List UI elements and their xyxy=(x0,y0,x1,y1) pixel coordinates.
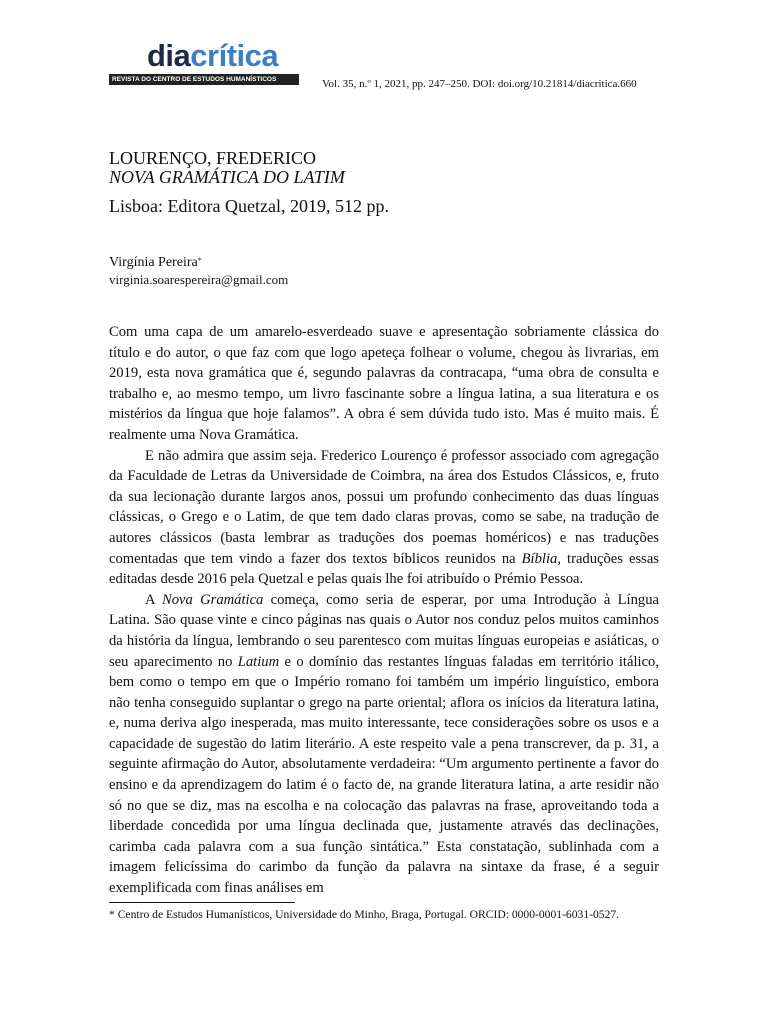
citation-line: Vol. 35, n.º 1, 2021, pp. 247–250. DOI: doi.org/10.21814/diacritica.660 xyxy=(322,78,637,90)
paragraph-1: Com uma capa de um amarelo-esverdeado suave e apresentação sobriamente clássica do título e do autor, o que faz com que logo apeteça folhear o volume, chegou às livrarias, em 2019, esta nova gramática que é, segundo palavras da contracapa, “uma obra de consulta e trabalho e, ao mesmo tempo, um livro fascinante sobre a língua latina, a sua literatura e os mistérios da língua que hoje falamos”. A obra é sem dúvida tudo isto. Mas é muito mais. É realmente uma Nova Gramática. xyxy=(109,324,659,443)
article-body xyxy=(109,322,659,899)
footnote-marker: * xyxy=(197,256,202,265)
book-title: NOVA GRAMÁTICA DO LATIM xyxy=(109,167,345,187)
reviewer-name: Virgínia Pereira* xyxy=(109,255,202,270)
footnote-divider xyxy=(109,902,295,903)
footnote: * Centro de Estudos Humanísticos, Universidade do Minho, Braga, Portugal. ORCID: 0000-0001-6031-0527. xyxy=(109,908,620,921)
review-author: LOURENÇO, FREDERICO xyxy=(109,148,317,168)
publisher-line: Lisboa: Editora Quetzal, 2019, 512 pp. xyxy=(109,196,389,216)
reviewer-email[interactable]: virginia.soarespereira@gmail.com xyxy=(109,272,289,287)
paragraph-3: A Nova Gramática começa, como seria de esperar, por uma Introdução à Língua Latina. São quase vinte e cinco páginas nas quais o Autor nos conduz pelos muitos caminhos da história da língua, lembrando o seu parentesco com muitas línguas europeias e asiáticas, o seu aparecimento no Latium e o domínio das restantes línguas faladas em território itálico, bem como o tempo em que o Império romano foi também um império linguístico, embora não tenha conseguido suplantar o grego na parte oriental; aflora os inícios da literatura latina, e, numa deriva algo inesperada, mas muito interessante, tece considerações sobre os usos e a capacidade de sugestão do latim literário. A este respeito vale a pena transcrever, da p. 31, a seguinte afirmação do Autor, absolutamente verdadeira: “Um argumento pertinente a favor do ensino e da aprendizagem do latim é o facto de, na grande literatura latina, a arte residir não só no que se diz, mas na escolha e na colocação das palavras na frase, aproveitando toda a liberdade concedida por uma língua declinada que, justamente através das declinações, carimba cada palavra com a sua função sintática.” Esta constatação, sublinhada com a imagem felicíssima do carimbo da função da palavra na sintaxe da frase, é a seguir exemplificada com finas análises em xyxy=(109,591,659,897)
journal-logo xyxy=(109,40,299,85)
paragraph-2: E não admira que assim seja. Frederico Lourenço é professor associado com agregação da Faculdade de Letras da Universidade de Coimbra, na área dos Estudos Clássicos, e, fruto da sua lecionação durante largos anos, possui um profundo conhecimento das duas línguas clássicas, o Grego e o Latim, de que tem dado claras provas, como se sabe, na tradução de autores clássicos (basta lembrar as traduções dos poemas homéricos) e nas traduções comentadas que tem vindo a fazer dos textos bíblicos reunidos na Bíblia, traduções essas editadas desde 2016 pela Quetzal e pelas quais lhe foi atribuído o Prémio Pessoa. xyxy=(109,447,659,588)
logo-wordmark: diacrítica xyxy=(147,38,279,73)
logo-subtitle: REVISTA DO CENTRO DE ESTUDOS HUMANÍSTICOS xyxy=(109,74,299,85)
